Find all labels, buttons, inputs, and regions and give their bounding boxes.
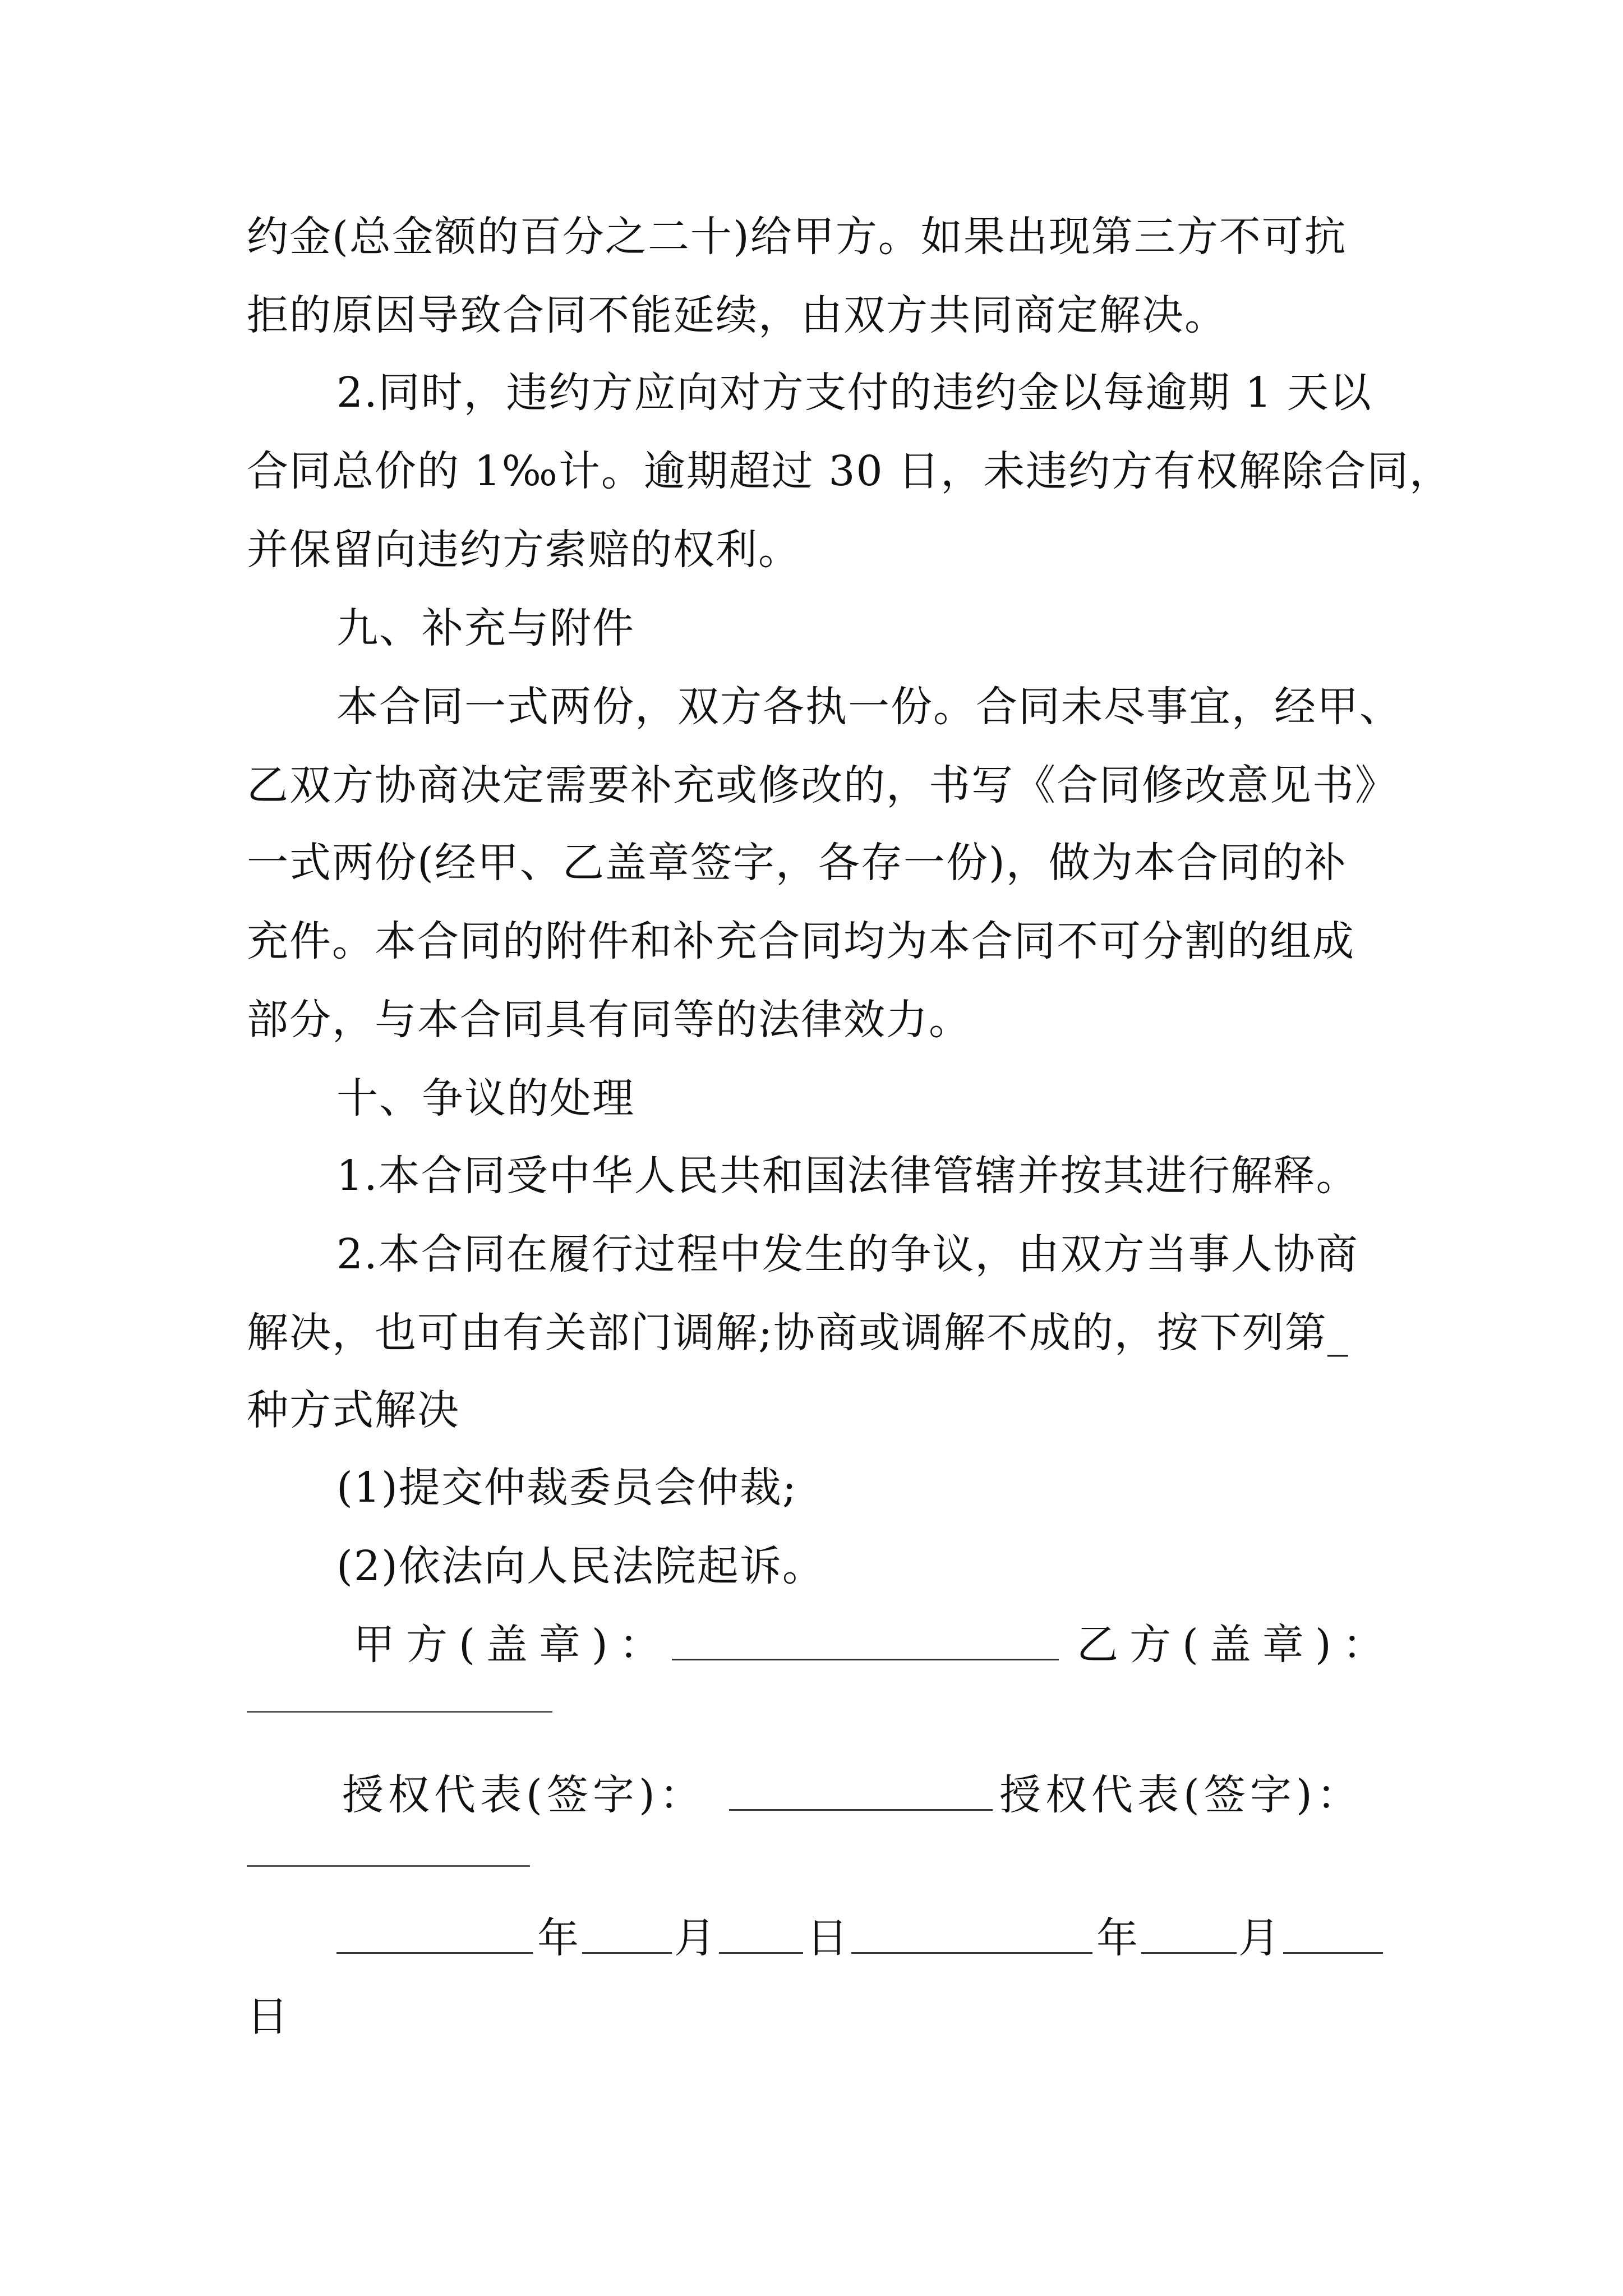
date-a-day-label: 日: [806, 1914, 848, 1962]
rep-a-sign-blank[interactable]: [729, 1774, 993, 1811]
date-b-day-label: 日: [247, 1993, 288, 2041]
body-line: 2.同时，违约方应向对方支付的违约金以每逾期 1 天以: [336, 369, 1372, 417]
date-b-year-label: 年: [1096, 1914, 1138, 1962]
party-b-seal-blank[interactable]: [247, 1711, 552, 1713]
date-b-day-blank[interactable]: [1283, 1917, 1383, 1954]
date-a-day-blank[interactable]: [719, 1917, 803, 1954]
party-b-seal-label: 乙方(盖章)：: [1077, 1621, 1395, 1669]
date-b-month-label: 月: [1238, 1914, 1280, 1962]
date-a-year-label: 年: [537, 1914, 579, 1962]
party-a-seal-label: 甲方(盖章)：: [353, 1621, 672, 1669]
body-line: 种方式解决: [247, 1386, 460, 1434]
body-line: 充件。本合同的附件和补充合同均为本合同不可分割的组成: [247, 917, 1355, 965]
body-line: 2.本合同在履行过程中发生的争议，由双方当事人协商: [336, 1230, 1359, 1278]
rep-a-sign-label: 授权代表(签字)：: [342, 1771, 706, 1819]
body-line: 一式两份(经甲、乙盖章签字，各存一份)，做为本合同的补: [247, 839, 1347, 887]
body-line: 解决，也可由有关部门调解;协商或调解不成的，按下列第_: [247, 1309, 1349, 1357]
date-b-year-blank[interactable]: [851, 1917, 1092, 1954]
body-line: 本合同一式两份，双方各执一份。合同未尽事宜，经甲、: [336, 683, 1402, 731]
body-line: 1.本合同受中华人民共和国法律管辖并按其进行解释。: [336, 1152, 1359, 1200]
body-line: 合同总价的 1‰计。逾期超过 30 日，未违约方有权解除合同，: [247, 447, 1453, 495]
date-a-month-label: 月: [674, 1914, 716, 1962]
body-line: 并保留向违约方索赔的权利。: [247, 526, 801, 574]
section-heading: 九、补充与附件: [336, 604, 635, 652]
body-line: 部分，与本合同具有同等的法律效力。: [247, 996, 971, 1044]
date-a-year-blank[interactable]: [336, 1917, 533, 1954]
party-a-seal-blank[interactable]: [672, 1624, 1059, 1660]
date-a-month-blank[interactable]: [582, 1917, 672, 1954]
list-item: (2)依法向人民法院起诉。: [336, 1542, 825, 1590]
rep-b-sign-blank[interactable]: [247, 1865, 530, 1867]
section-heading: 十、争议的处理: [336, 1074, 635, 1122]
list-item: (1)提交仲裁委员会仲裁;: [336, 1464, 797, 1512]
body-line: 拒的原因导致合同不能延续，由双方共同商定解决。: [247, 291, 1227, 339]
date-b-month-blank[interactable]: [1141, 1917, 1237, 1954]
body-line: 乙双方协商决定需要补充或修改的，书写《合同修改意见书》: [247, 761, 1398, 809]
rep-b-sign-label: 授权代表(签字)：: [999, 1771, 1363, 1819]
body-line: 约金(总金额的百分之二十)给甲方。如果出现第三方不可抗: [247, 213, 1347, 261]
